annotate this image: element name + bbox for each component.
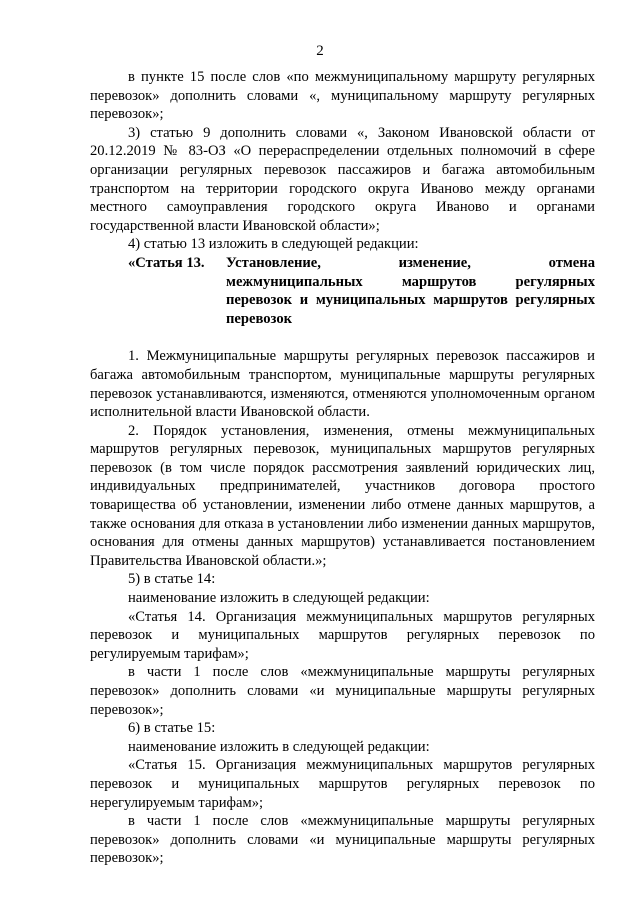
page-number: 2: [316, 43, 324, 59]
article-13-heading: [90, 254, 595, 328]
article-13-title-line: перевозок и муниципальных маршрутов регулярных: [226, 292, 595, 309]
paragraph-amend-item15: в пункте 15 после слов «по межмуниципальному маршруту регулярных перевозок» дополнить словами «, муниципальному маршруту регулярных перевозок»;: [90, 69, 595, 123]
paragraph-amend-article9: 3) статью 9 дополнить словами «, Законом Ивановской области от 20.12.2019 № 83-ОЗ «О перераспределении отдельных полномочий в сфере организации регулярных перевозок пассажиров и багажа автомобильным транспортом на территории городского округа Иваново между органами местного самоуправления городского округа Иваново и органами государственной власти Ивановской области»;: [90, 124, 595, 234]
article-13-title: [226, 254, 595, 328]
paragraph-article14-part1: в части 1 после слов «межмуниципальные маршруты регулярных перевозок» дополнить словами «и муниципальные маршруты регулярных перевозок»;: [90, 664, 595, 718]
article-13-number: «Статья 13.: [128, 254, 205, 271]
paragraph-article14-name: «Статья 14. Организация межмуниципальных маршрутов регулярных перевозок и муниципальных маршрутов регулярных перевозок по регулируемым тарифам»;: [90, 608, 595, 662]
paragraph-article15-name: «Статья 15. Организация межмуниципальных маршрутов регулярных перевозок и муниципальных маршрутов регулярных перевозок по нерегулируемым тарифам»;: [90, 757, 595, 811]
paragraph-article14-name-intro: наименование изложить в следующей редакции:: [128, 590, 430, 607]
paragraph-article15-name-intro: наименование изложить в следующей редакции:: [128, 738, 430, 755]
article-13-title-line: межмуниципальных маршрутов регулярных: [226, 273, 595, 290]
paragraph-article13-part2: 2. Порядок установления, изменения, отмены межмуниципальных маршрутов регулярных перевозок, муниципальных маршрутов регулярных перевозок (в том числе порядок рассмотрения заявлений юридических лиц, индивидуальных предпринимателей, участников договора простого товарищества об установлении, изменении либо отмене данных маршрутов, а также основания для отказа в установлении либо изменении данных маршрутов, основания для отмены данных маршрутов) устанавливается постановлением Правительства Ивановской области.»;: [90, 422, 595, 569]
paragraph-article15-part1: в части 1 после слов «межмуниципальные маршруты регулярных перевозок» дополнить словами «и муниципальные маршруты регулярных перевозок»;: [90, 813, 595, 867]
spacer: [90, 328, 595, 347]
document-body: [90, 68, 595, 868]
article-13-title-line: Установление, изменение, отмена: [226, 254, 595, 271]
paragraph-article13-part1: 1. Межмуниципальные маршруты регулярных перевозок пассажиров и багажа автомобильным транспортом, муниципальные маршруты регулярных перевозок устанавливаются, изменяются, отменяются уполномоченным органом исполнительной власти Ивановской области.: [90, 348, 595, 421]
article-13-title-line: перевозок: [226, 310, 293, 327]
paragraph-amend-article15-intro: 6) в статье 15:: [128, 720, 216, 737]
paragraph-amend-article13-intro: 4) статью 13 изложить в следующей редакции:: [128, 236, 419, 253]
paragraph-amend-article14-intro: 5) в статье 14:: [128, 571, 216, 588]
